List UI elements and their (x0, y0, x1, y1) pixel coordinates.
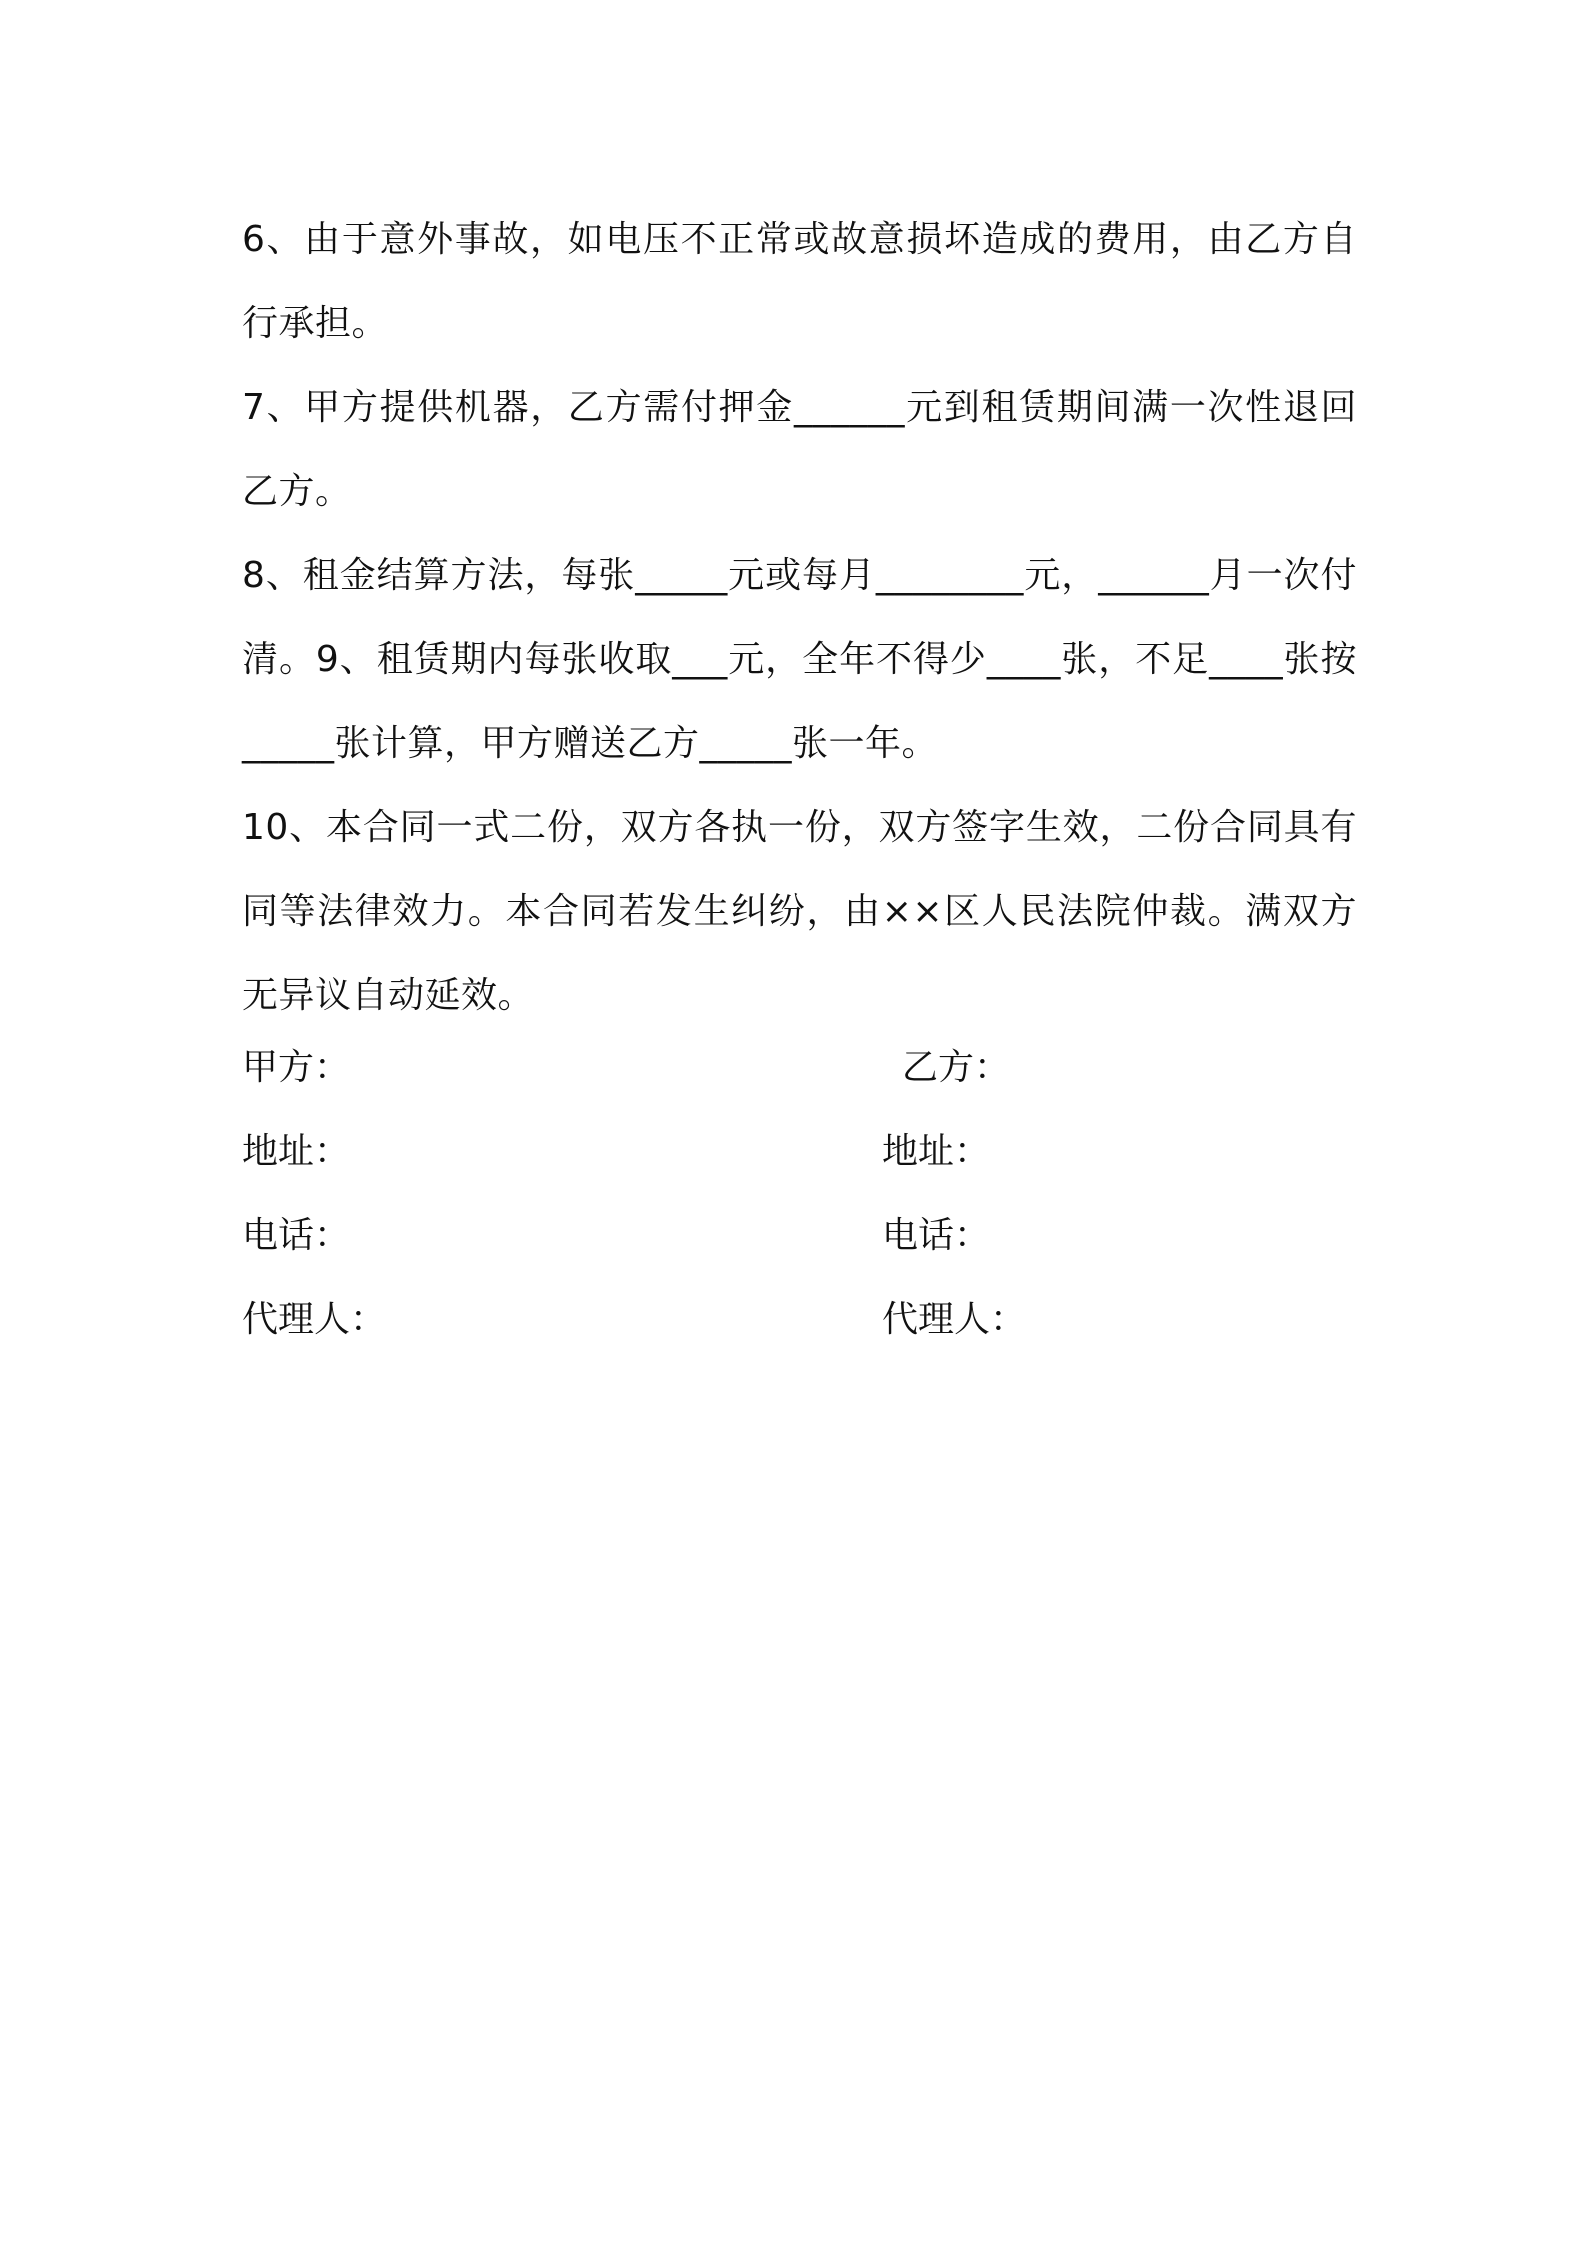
agent-b-label: 代理人： (882, 1299, 1027, 1340)
clause-6: 6、由于意外事故，如电压不正常或故意损坏造成的费用，由乙方自行承担。 (242, 219, 1357, 344)
address-a-label: 地址： (242, 1131, 351, 1172)
address-b-label: 地址： (882, 1131, 991, 1172)
signature-row-phone (242, 1194, 1357, 1278)
party-b-label: 乙方： (902, 1047, 1011, 1088)
clause-10: 10、本合同一式二份，双方各执一份，双方签字生效，二份合同具有同等法律效力。本合同若发生纠纷，由××区人民法院仲裁。满双方无异议自动延效。 (242, 807, 1357, 1016)
signature-row-party (242, 1026, 1357, 1110)
phone-a-label: 电话： (242, 1215, 351, 1256)
signature-block (242, 1026, 1357, 1362)
phone-b-label: 电话： (882, 1215, 991, 1256)
clause-8-9: 8、租金结算方法，每张_____元或每月________元，______月一次付清。9、租赁期内每张收取___元，全年不得少____张，不足____张按_____张计算，甲方赠送乙方_____张一年。 (242, 555, 1357, 764)
clause-7: 7、甲方提供机器，乙方需付押金______元到租赁期间满一次性退回乙方。 (242, 387, 1357, 512)
contract-clauses (242, 198, 1357, 1038)
signature-row-address (242, 1110, 1357, 1194)
signature-row-agent (242, 1278, 1357, 1362)
party-a-label: 甲方： (242, 1047, 351, 1088)
agent-a-label: 代理人： (242, 1299, 387, 1340)
